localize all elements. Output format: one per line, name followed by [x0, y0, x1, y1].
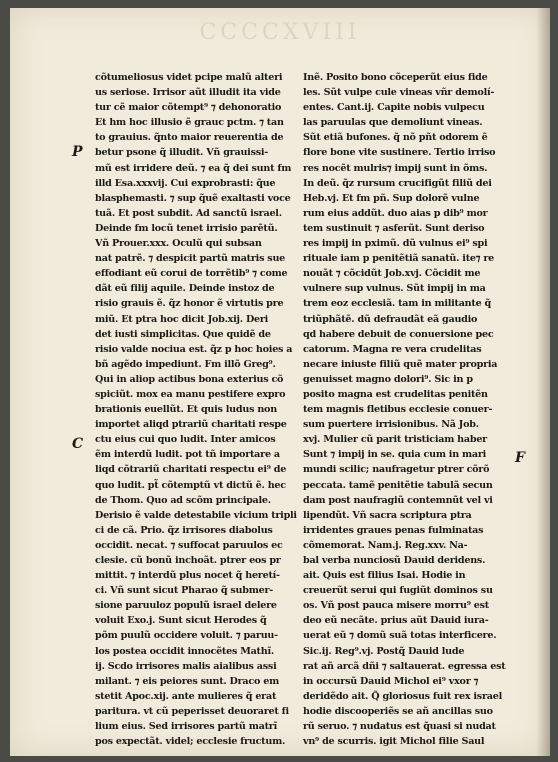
- text-line: spiciũt. mox ea manu pestifere expro: [95, 388, 286, 400]
- text-line: ctu eius cui quo ludit. Inter amicos: [95, 434, 276, 446]
- text-line: mittit. ⁊ interdũ plus nocet q̃ heretí-: [95, 570, 280, 582]
- text-line: effodiant eũ corui de torrẽtib⁹ ⁊ come: [95, 268, 288, 280]
- text-line: trem eoz ecclesiã. tam in militante q̃: [303, 298, 491, 310]
- text-line: ci. Vñ sunt sicut Pharao q̃ submer-: [95, 585, 274, 597]
- text-line: entes. Cant.ij. Capite nobis vulpecu: [303, 102, 485, 114]
- text-line: occidit. necat. ⁊ suffocat paruulos ec: [95, 539, 283, 551]
- text-line: dãt eũ filij aquile. Deinde instoz de: [95, 283, 275, 295]
- text-line: cõtumeliosus videt pcipe malũ alteri: [95, 72, 283, 83]
- text-line: ait. Quis est filius Isai. Hodie in: [303, 570, 466, 582]
- text-line: us seriose. Irrisor aũt illudit ita vide: [95, 87, 281, 99]
- text-line: importet aliqd ptrariũ charitati respe: [95, 419, 287, 431]
- text-line: liqd cõtrariũ charitati respectu ei⁹ de: [95, 464, 287, 476]
- text-line: tur cẽ maior cõtempt⁹ ⁊ dehonoratio: [95, 102, 282, 114]
- text-line: triũphãtẽ. dũ defraudãt eã gaudio: [303, 313, 478, 325]
- text-line: qd habere debuit de conuersione pec: [303, 328, 494, 340]
- text-line: vulnere sup vulnus. Sũt impij in ma: [303, 283, 486, 295]
- running-head: CCCCXVIII: [199, 20, 361, 45]
- text-line: risio valde nociua est. q̃z p hoc hoies a: [95, 343, 293, 355]
- text-line: ij. Scdo irrisores malis aialibus assi: [95, 660, 277, 672]
- text-line: cõmemorat. Nam.j. Reg.xxv. Na-: [303, 539, 468, 551]
- text-line: Sic.ij. Reg⁹.vj. Postq̃ Dauid lude: [303, 645, 465, 657]
- text-line: In deũ. q̃z rursum crucifigũt filiũ dei: [303, 177, 492, 189]
- text-line: deridẽdo ait. Q̃ gloriosus fuit rex israel: [303, 690, 502, 702]
- text-line: os. Vñ post pauca misere morru⁹ est: [303, 600, 489, 612]
- text-line: nat patrẽ. ⁊ despicit partũ matris sue: [95, 253, 286, 265]
- text-line: Sũt etiã bufones. q̃ nõ pñt odorem ẽ: [303, 132, 488, 144]
- text-line: flore bone vite sustinere. Tertio irriso: [303, 147, 496, 159]
- text-line: ẽm interdũ ludit. pot tñ importare a: [95, 449, 280, 461]
- text-line: tuã. Et post subdit. Ad sanctũ israel.: [95, 207, 282, 219]
- text-line: betur psone q̃ illudit. Vñ grauissi-: [95, 147, 268, 159]
- text-line: catorum. Magna re vera crudelitas: [303, 343, 482, 355]
- text-line: necare iniuste filiũ quẽ mater propria: [303, 358, 498, 370]
- margin-note-p: P: [72, 144, 83, 160]
- text-line: nouãt ⁊ cõcidũt Job.xvj. Cõcidit me: [303, 268, 481, 280]
- text-line: lium eius. Sed irrisores partũ matrĩ: [95, 721, 277, 733]
- text-line: Deinde fm locũ tenet irrisio parẽtũ.: [95, 222, 278, 234]
- text-line: xvj. Mulier cũ parit tristiciam haber: [303, 434, 487, 446]
- text-line: Qui in aliop actibus bona exterius cõ: [95, 373, 284, 385]
- margin-note-f: F: [515, 450, 525, 466]
- text-line: põm puulũ occidere voluit. ⁊ paruu-: [95, 630, 278, 642]
- text-line: pos expectãt. videl; ecclesie fructum.: [95, 736, 286, 748]
- text-line: irridentes graues penas fulminatas: [303, 524, 484, 536]
- text-line: tem sustinuit ⁊ asferũt. Sunt deriso: [303, 222, 485, 234]
- left-text-column: [95, 70, 307, 749]
- text-line: Derisio ẽ valde detestabile vicium tripli: [95, 509, 297, 521]
- text-line: Inẽ. Posito bono cõceperũt eius fide: [303, 72, 488, 83]
- text-line: les. Sũt vulpe cule vineas vñr demolí-: [303, 87, 495, 99]
- text-line: hodie discooperiẽs se añ ancillas suo: [303, 705, 493, 717]
- text-line: stetit Apoc.xij. ante mulieres q̃ erat: [95, 690, 277, 702]
- text-line: los postea occidit innocẽtes Mathĩ.: [95, 645, 274, 657]
- text-line: mundi scilic; naufragetur ptrer cõrõ: [303, 464, 490, 476]
- text-line: sum puertere irrisionibus. Nã Job.: [303, 419, 479, 431]
- text-line: tem magnis fletibus ecclesie conuer-: [303, 404, 493, 416]
- text-line: voluit Exo.j. Sunt sicut Herodes q̃: [95, 615, 267, 627]
- text-line: milant. ⁊ eis peiores sunt. Draco em: [95, 675, 279, 687]
- text-line: de Thom. Quo ad scõm principale.: [95, 494, 271, 506]
- text-line: rũ seruo. ⁊ nudatus est q̃uasi si nudat: [303, 721, 496, 733]
- text-line: illd Esa.xxxvij. Cui exprobrasti: q̃ue: [95, 177, 276, 189]
- text-line: peccata. tamẽ penitẽtie tabulã secun: [303, 479, 493, 491]
- text-line: res impij in pximũ. dũ vulnus ei⁹ spi: [303, 238, 488, 250]
- text-line: res nocẽt mulris⁊ impij sunt in õms.: [303, 162, 488, 174]
- text-line: rituale iam p penitẽtiã sanatũ. ite⁊ re: [303, 253, 495, 265]
- text-line: dam post naufragiũ contemnũt vel vi: [303, 494, 493, 506]
- text-line: bñ agẽdo impediunt. Fm illõ Greg⁹.: [95, 358, 276, 370]
- text-line: sione paruuloz populũ israel delere: [95, 600, 277, 612]
- text-line: paritura. vt cũ peperisset deuoraret fi: [95, 705, 289, 717]
- text-line: Et hm hoc illusio ẽ grauc pctm. ⁊ tan: [95, 117, 284, 129]
- text-line: lipendũt. Vñ sacra scriptura ptra: [303, 509, 472, 521]
- text-line: mũ est irridere deũ. ⁊ ea q̃ dei sunt fm: [95, 162, 292, 174]
- text-line: miũ. Et ptra hoc dicit Job.xij. Deri: [95, 313, 269, 325]
- text-line: genuisset magno dolori⁹. Sic in p: [303, 373, 473, 385]
- book-page: [10, 8, 550, 756]
- text-line: blasphemasti. ⁊ sup q̃uẽ exaltasti voce: [95, 192, 291, 204]
- right-text-column: [303, 70, 515, 749]
- page-gutter-shadow: [536, 8, 550, 756]
- text-line: rum eius addũt. duo aias p dib⁹ mor: [303, 207, 488, 219]
- text-line: posito magna est crudelitas penitẽn: [303, 388, 488, 400]
- text-line: quo ludit. pt̃ cõtemptũ vt dictũ ẽ. hec: [95, 479, 286, 491]
- text-line: Vñ Prouer.xxx. Oculũ qui subsan: [95, 238, 262, 250]
- text-line: in occursũ Dauid Michol ei⁹ vxor ⁊: [303, 675, 479, 687]
- text-line: risio grauis ẽ. q̃z honor ẽ virtutis pre: [95, 298, 284, 310]
- text-line: ci de cã. Prio. q̃z irrisores diabolus: [95, 524, 273, 536]
- text-line: deo eũ necãte. prius aũt Dauid iura-: [303, 615, 489, 627]
- text-line: rat añ arcã dñi ⁊ saltauerat. egressa est: [303, 660, 506, 672]
- text-line: det iusti simplicitas. Que quidẽ de: [95, 328, 271, 340]
- text-line: las paruulas que demoliunt vineas.: [303, 117, 483, 129]
- text-line: clesie. cũ bonũ inchoãt. ptrer eos pr: [95, 555, 281, 566]
- text-line: creuerũt serui qui fugiũt dominos su: [303, 585, 493, 597]
- text-line: bal verba nunciosũ Dauid deridens.: [303, 555, 486, 566]
- text-line: brationis euellũt. Et quis ludus non: [95, 404, 277, 416]
- margin-note-c: C: [72, 436, 84, 452]
- text-line: Heb.vj. Et fm pñ. Sup dolorẽ vulne: [303, 192, 480, 204]
- text-line: to grauius. q̃nto maior reuerentia de: [95, 132, 284, 144]
- text-line: uerat eũ ⁊ domũ suã totas interficere.: [303, 630, 497, 642]
- text-line: Sunt ⁊ impij in se. quia cum in mari: [303, 449, 487, 461]
- text-line: vn⁹ de scurris. igit Michol filie Saul: [303, 736, 485, 748]
